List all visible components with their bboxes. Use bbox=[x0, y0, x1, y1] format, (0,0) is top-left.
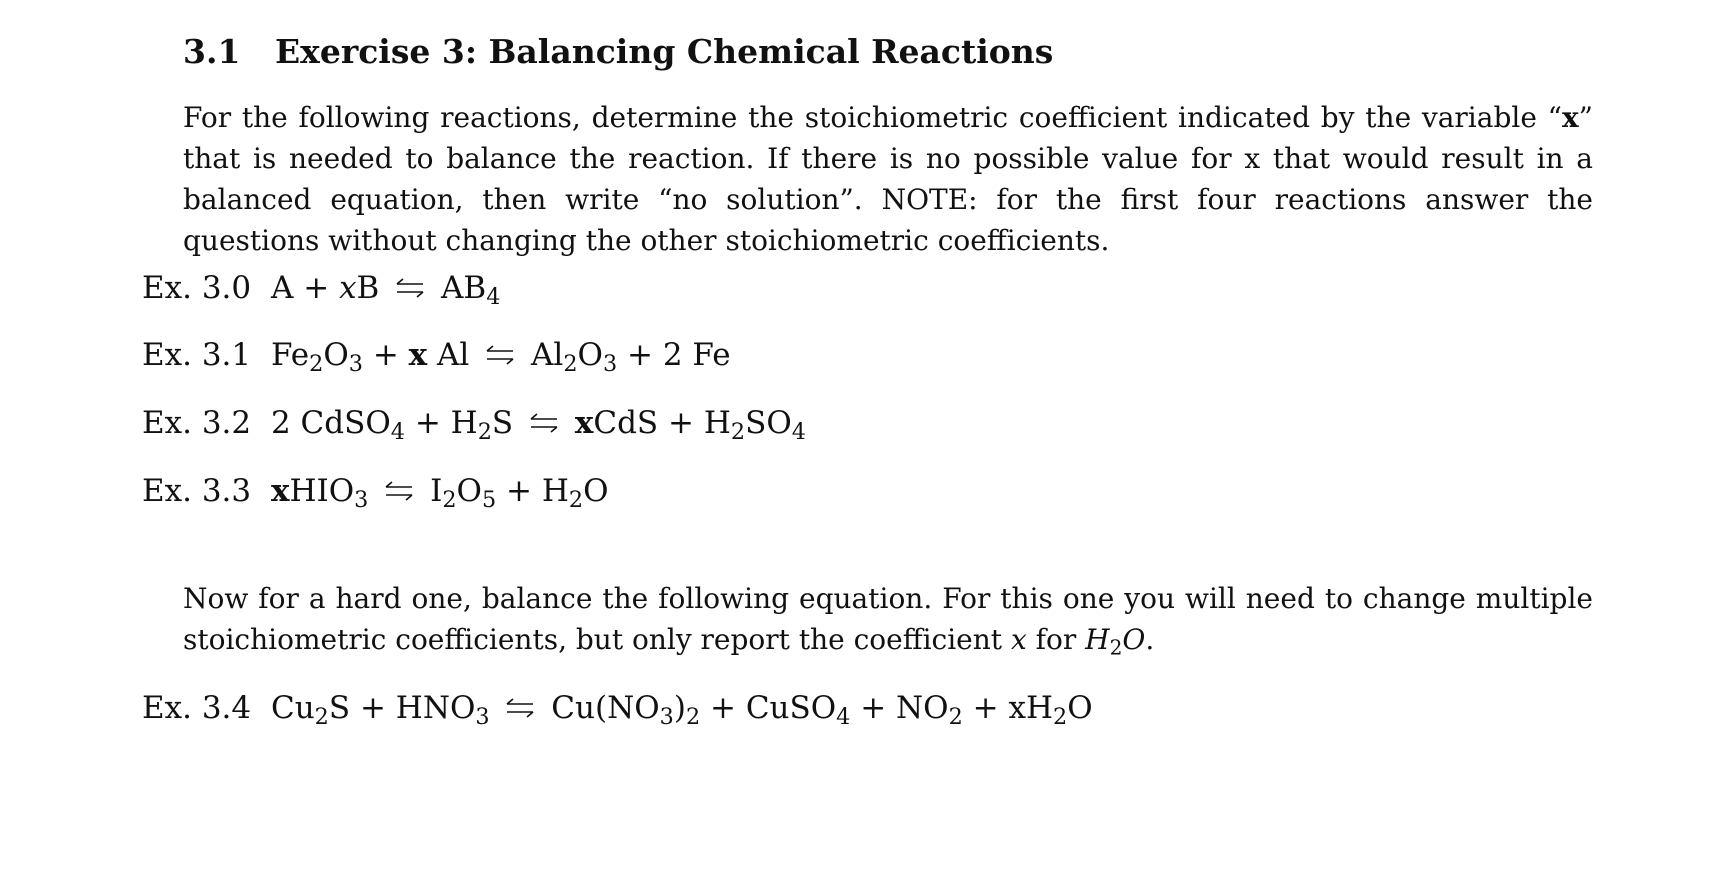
subscript: 2 bbox=[730, 419, 746, 446]
hard-paragraph bbox=[183, 578, 1593, 660]
subscript: 2 bbox=[568, 487, 584, 514]
section-title: Exercise 3: Balancing Chemical Reactions bbox=[275, 32, 1054, 71]
subscript: 3 bbox=[659, 704, 674, 731]
equation-term: AB bbox=[441, 270, 487, 306]
subscript: 2 bbox=[1053, 704, 1068, 731]
subscript: 4 bbox=[486, 284, 501, 311]
equation-term: + NO bbox=[850, 690, 949, 726]
equation-term: SO bbox=[745, 405, 792, 441]
subscript: 4 bbox=[390, 419, 405, 446]
equation-term: Cu(NO bbox=[551, 690, 660, 726]
equation-term: + CuSO bbox=[700, 690, 837, 726]
coefficient-x: x bbox=[270, 473, 290, 509]
left-right-harpoons-icon bbox=[395, 268, 425, 308]
equation-term: HIO bbox=[289, 473, 355, 509]
equation-term: 2 CdSO bbox=[270, 405, 391, 441]
subscript: 2 bbox=[1109, 635, 1123, 660]
equation-term: + 2 Fe bbox=[617, 337, 731, 373]
intro-text-2: ” that is needed to balance the reaction. If there is no possible value for x that would result in a balanced equation, then write “no solution”. NOTE: for the first four reactions answer the questions without changing the other stoichiometric coefficients. bbox=[183, 101, 1593, 257]
equation-term: + H bbox=[404, 405, 478, 441]
left-right-harpoons-icon bbox=[485, 335, 515, 375]
coefficient-x: x bbox=[408, 337, 428, 373]
subscript: 2 bbox=[563, 351, 578, 378]
subscript: 2 bbox=[948, 704, 963, 731]
equation-term: Cu bbox=[270, 690, 315, 726]
exercise-label: Ex. 3.4 bbox=[142, 690, 252, 726]
hard-text-2: for bbox=[1026, 623, 1086, 656]
exercise-label: Ex. 3.0 bbox=[142, 270, 252, 306]
subscript: 3 bbox=[602, 351, 618, 378]
subscript: 5 bbox=[481, 487, 497, 514]
hard-o: O bbox=[1122, 623, 1146, 656]
equation-term: ) bbox=[673, 690, 686, 726]
equation-term: O bbox=[323, 337, 349, 373]
equation-term: Fe bbox=[270, 337, 310, 373]
hard-end: . bbox=[1145, 623, 1155, 656]
left-right-harpoons-icon bbox=[529, 403, 559, 443]
equation-term: + xH bbox=[962, 690, 1054, 726]
equation-term: Al bbox=[531, 337, 564, 373]
exercise-label: Ex. 3.1 bbox=[142, 337, 252, 373]
subscript: 2 bbox=[477, 419, 492, 446]
subscript: 3 bbox=[475, 704, 490, 731]
left-right-harpoons-icon bbox=[384, 471, 414, 511]
equation-term: CdS + H bbox=[593, 405, 731, 441]
left-right-harpoons-icon bbox=[505, 688, 535, 728]
exercise-3-4 bbox=[142, 688, 1093, 731]
hard-variable: x bbox=[1010, 623, 1027, 656]
equation-term: O bbox=[1067, 690, 1093, 726]
equation-term: Al bbox=[427, 337, 470, 373]
equation-term: + H bbox=[496, 473, 569, 509]
hard-text-1: Now for a hard one, balance the following equation. For this one you will need to change multiple stoichiometric coefficients, but only report the coefficient bbox=[183, 582, 1593, 656]
equation-term: + bbox=[362, 337, 409, 373]
equation-term: O bbox=[577, 337, 603, 373]
subscript: 2 bbox=[685, 704, 701, 731]
subscript: 4 bbox=[791, 419, 806, 446]
exercise-label: Ex. 3.3 bbox=[142, 473, 252, 509]
exercise-3-2 bbox=[142, 403, 806, 446]
equation-term: B bbox=[356, 270, 380, 306]
equation-term: S bbox=[491, 405, 514, 441]
section-heading bbox=[183, 30, 1053, 74]
equation-term: I bbox=[430, 473, 443, 509]
equation-term: S + HNO bbox=[328, 690, 476, 726]
equation-term: O bbox=[583, 473, 609, 509]
subscript: 2 bbox=[309, 351, 324, 378]
intro-paragraph bbox=[183, 97, 1593, 261]
exercise-3-0 bbox=[142, 268, 501, 311]
hard-h: H bbox=[1085, 623, 1110, 656]
subscript: 3 bbox=[354, 487, 369, 514]
equation-term: O bbox=[456, 473, 482, 509]
subscript: 4 bbox=[836, 704, 851, 731]
subscript: 2 bbox=[314, 704, 329, 731]
intro-variable: x bbox=[1561, 101, 1579, 134]
subscript: 2 bbox=[442, 487, 457, 514]
equation-term: A + bbox=[270, 270, 340, 306]
section-number: 3.1 bbox=[183, 32, 241, 71]
coefficient-x: x bbox=[574, 405, 594, 441]
exercise-3-3 bbox=[142, 471, 609, 514]
exercise-label: Ex. 3.2 bbox=[142, 405, 252, 441]
intro-text-1: For the following reactions, determine the stoichiometric coefficient indicated by the variable “ bbox=[183, 101, 1562, 134]
exercise-3-1 bbox=[142, 335, 731, 378]
coefficient-x: x bbox=[339, 270, 357, 306]
subscript: 3 bbox=[348, 351, 363, 378]
